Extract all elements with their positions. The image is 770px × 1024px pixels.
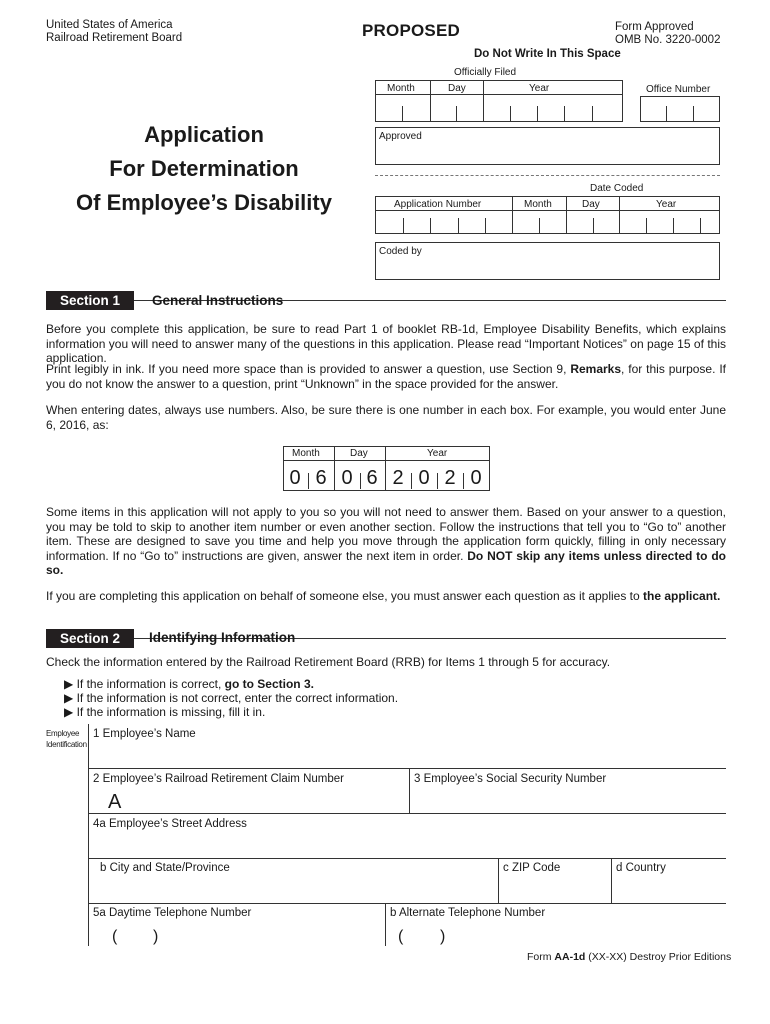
coded-by-label: Coded by [379, 246, 422, 257]
daytime-phone-label: 5a Daytime Telephone Number [93, 907, 252, 919]
p4-bold: Do NOT skip any items unless directed to do so. [46, 548, 726, 577]
instructions-paragraph-3: When entering dates, always use numbers. Also, be sure there is one number in each box. For example, you would enter June 6, 2016, as: [46, 403, 726, 432]
filed-month-label: Month [387, 83, 415, 94]
form-title [34, 118, 374, 220]
title-line-1: Application [144, 122, 264, 147]
coded-year-label: Year [656, 199, 677, 210]
agency-name [46, 19, 182, 45]
instructions-paragraph-5 [46, 589, 726, 604]
example-digit: 0 [289, 467, 301, 489]
daytime-area-code-close: ) [153, 928, 159, 945]
bullet-missing: ▶ If the information is missing, fill it in. [64, 705, 266, 719]
title-line-3: Of Employee’s Disability [76, 190, 332, 215]
claim-number-label: 2 Employee’s Railroad Retirement Claim Number [93, 773, 344, 785]
coded-day-label: Day [582, 199, 600, 210]
alternate-area-code-close: ) [440, 928, 446, 945]
daytime-area-code-open: ( [112, 928, 118, 945]
agency-line-1: United States of America [46, 19, 173, 31]
p5-text: If you are completing this application on behalf of someone else, you must answer each question as it applies to [46, 589, 644, 603]
form-approved-text: Form Approved [615, 21, 694, 33]
p5-bold: the applicant. [643, 589, 721, 603]
street-address-label: 4a Employee’s Street Address [93, 818, 247, 830]
instructions-paragraph-1: Before you complete this application, be sure to read Part 1 of booklet RB-1d, Employee Disability Benefits, which explains information you will need to answer many of the questions in this application. Please read “Important Notices” on page 15 of this application. [46, 322, 726, 365]
employee-identification-label: Employee Identification [46, 729, 87, 749]
city-state-label: b City and State/Province [100, 862, 230, 874]
omb-number: OMB No. 3220-0002 [615, 34, 721, 46]
title-line-2: For Determination [109, 156, 299, 181]
approved-box[interactable] [375, 127, 720, 165]
section-2-intro: Check the information entered by the Railroad Retirement Board (RRB) for Items 1 through 5 for accuracy. [46, 655, 611, 669]
date-coded-label: Date Coded [590, 183, 644, 194]
section-2-bullets [64, 677, 398, 719]
form-id: AA-1d [554, 951, 586, 963]
application-number-label: Application Number [394, 199, 482, 210]
example-digit: 0 [418, 467, 430, 489]
claim-number-prefix: A [108, 791, 122, 813]
section-2-title: Identifying Information [149, 630, 296, 645]
employee-name-label: 1 Employee’s Name [93, 728, 196, 740]
approved-label: Approved [379, 131, 422, 142]
section-1-tag: Section 1 [46, 291, 134, 310]
alternate-phone-label: b Alternate Telephone Number [390, 907, 546, 919]
example-digit: 2 [392, 467, 404, 489]
officially-filed-label: Officially Filed [454, 67, 517, 78]
section-1-title: General Instructions [152, 293, 284, 308]
example-digit: 0 [341, 467, 353, 489]
example-month-label: Month [292, 448, 320, 459]
coded-month-label: Month [524, 199, 552, 210]
agency-line-2: Railroad Retirement Board [46, 32, 183, 44]
p4-text: Some items in this application will not apply to you so you will not need to answer them. Based on your answer to a question, you may be told to skip to another item number or even another section. Follow the instructions that tell you to “Go to” another item. These are designed to save you time and help you move through the application form quickly, filling in only necessary information. If no “Go to” instructions are given, answer the next item in order. [46, 505, 726, 563]
filed-year-label: Year [529, 83, 550, 94]
bullet-correct: ▶ If the information is correct, go to Section 3. [64, 677, 314, 691]
section-2-tag: Section 2 [46, 629, 134, 648]
example-digit: 2 [444, 467, 456, 489]
instructions-paragraph-2 [46, 362, 726, 391]
ssn-label: 3 Employee’s Social Security Number [414, 773, 607, 785]
zip-code-label: c ZIP Code [503, 862, 561, 874]
example-year-label: Year [427, 448, 448, 459]
instructions-paragraph-4 [46, 505, 726, 578]
office-number-box[interactable] [640, 96, 720, 122]
example-digit: 6 [366, 467, 378, 489]
form-footer: Form AA-1d (XX-XX) Destroy Prior Editions [527, 951, 732, 963]
proposed-stamp: PROPOSED [362, 21, 460, 40]
example-digit: 6 [315, 467, 327, 489]
p2-remarks: Remarks [570, 362, 622, 376]
office-number-label: Office Number [646, 84, 711, 95]
coded-by-box[interactable] [375, 242, 720, 280]
p2-text-c: , for this purpose. If you do not know the answer to a question, print “Unknown” in the space provided for the answer. [46, 362, 726, 391]
example-day-label: Day [350, 448, 368, 459]
do-not-write-label: Do Not Write In This Space [474, 48, 621, 60]
filed-day-label: Day [448, 83, 466, 94]
omb-info [615, 21, 720, 47]
country-label: d Country [616, 862, 666, 874]
example-digit: 0 [470, 467, 482, 489]
alternate-area-code-open: ( [398, 928, 404, 945]
p2-text-a: Print legibly in ink. If you need more space than is provided to answer a question, use Section 9, [46, 362, 571, 376]
bullet-not-correct: ▶ If the information is not correct, enter the correct information. [64, 691, 399, 705]
